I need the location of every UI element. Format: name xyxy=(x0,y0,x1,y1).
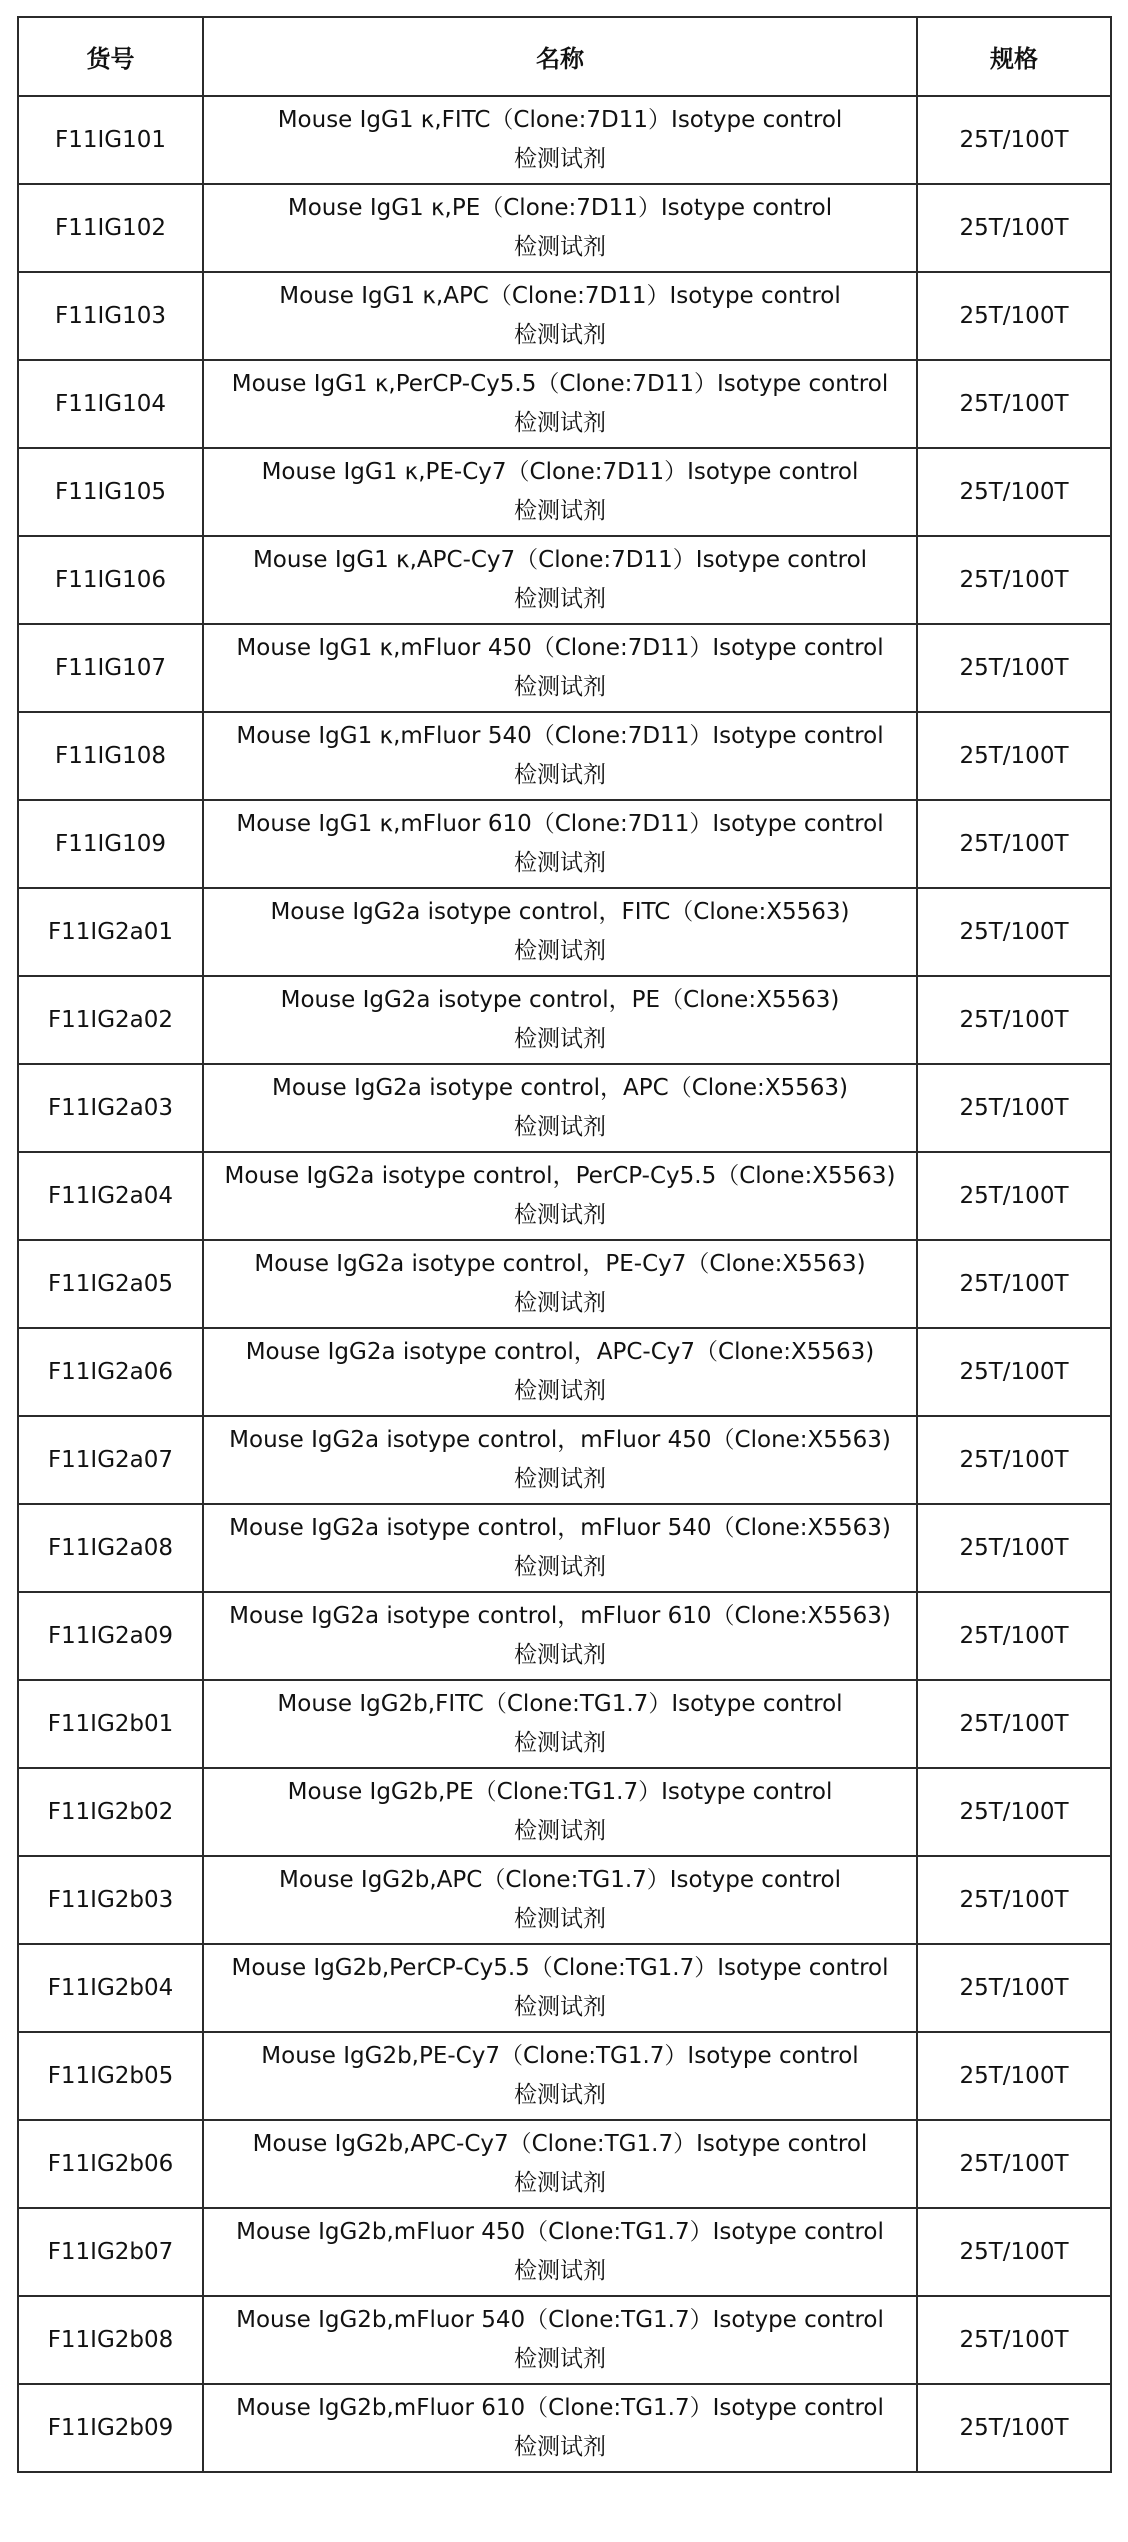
product-name-cell xyxy=(203,272,917,360)
product-name-line2: 检测试剂 xyxy=(514,2170,606,2196)
product-name-line1: Mouse IgG2b,mFluor 450（Clone:TG1.7）Isotype control xyxy=(236,2219,884,2245)
product-spec-cell: 25T/100T xyxy=(917,1504,1111,1592)
product-name-line2: 检测试剂 xyxy=(514,1818,606,1844)
product-spec-cell: 25T/100T xyxy=(917,536,1111,624)
product-spec-cell: 25T/100T xyxy=(917,360,1111,448)
product-name-line1: Mouse IgG1 κ,PerCP-Cy5.5（Clone:7D11）Isotype control xyxy=(231,371,889,397)
table-row xyxy=(18,536,1111,624)
product-name-cell xyxy=(203,1328,917,1416)
table-row xyxy=(18,448,1111,536)
product-code-cell: F11IG2b02 xyxy=(18,1768,203,1856)
product-name-line2: 检测试剂 xyxy=(514,1290,606,1316)
product-name-cell xyxy=(203,976,917,1064)
table-row xyxy=(18,96,1111,184)
table-row xyxy=(18,2384,1111,2472)
product-name-line1: Mouse IgG1 κ,mFluor 610（Clone:7D11）Isotype control xyxy=(236,811,884,837)
product-name-cell xyxy=(203,1416,917,1504)
product-code-cell: F11IG2a08 xyxy=(18,1504,203,1592)
table-row xyxy=(18,888,1111,976)
table-row xyxy=(18,1592,1111,1680)
product-name-line1: Mouse IgG2b,PerCP-Cy5.5（Clone:TG1.7）Isotype control xyxy=(231,1955,889,1981)
product-name-line2: 检测试剂 xyxy=(514,674,606,700)
product-name-cell xyxy=(203,1504,917,1592)
product-spec-cell: 25T/100T xyxy=(917,976,1111,1064)
product-code-cell: F11IG2b04 xyxy=(18,1944,203,2032)
table-header xyxy=(18,17,1111,96)
product-spec-cell: 25T/100T xyxy=(917,2032,1111,2120)
header-row xyxy=(18,17,1111,96)
product-name-cell xyxy=(203,1064,917,1152)
product-code-cell: F11IG2a05 xyxy=(18,1240,203,1328)
product-spec-cell: 25T/100T xyxy=(917,712,1111,800)
table-row xyxy=(18,360,1111,448)
product-name-line1: Mouse IgG2a isotype control，PerCP-Cy5.5（Clone:X5563) xyxy=(224,1163,896,1189)
table-row xyxy=(18,184,1111,272)
product-name-line1: Mouse IgG1 κ,PE（Clone:7D11）Isotype control xyxy=(287,195,833,221)
table-row xyxy=(18,976,1111,1064)
product-name-line1: Mouse IgG2b,PE（Clone:TG1.7）Isotype control xyxy=(287,1779,833,1805)
product-name-line2: 检测试剂 xyxy=(514,1554,606,1580)
product-name-cell xyxy=(203,712,917,800)
product-name-line1: Mouse IgG1 κ,mFluor 540（Clone:7D11）Isotype control xyxy=(236,723,884,749)
product-name-line2: 检测试剂 xyxy=(514,1730,606,1756)
product-code-cell: F11IG104 xyxy=(18,360,203,448)
product-name-cell xyxy=(203,184,917,272)
product-code-cell: F11IG2b09 xyxy=(18,2384,203,2472)
product-name-line2: 检测试剂 xyxy=(514,1906,606,1932)
product-spec-cell: 25T/100T xyxy=(917,1592,1111,1680)
product-name-line2: 检测试剂 xyxy=(514,1202,606,1228)
product-spec-cell: 25T/100T xyxy=(917,1240,1111,1328)
product-name-cell xyxy=(203,888,917,976)
product-spec-cell: 25T/100T xyxy=(917,272,1111,360)
product-spec-cell: 25T/100T xyxy=(917,1152,1111,1240)
product-name-line2: 检测试剂 xyxy=(514,234,606,260)
product-name-line1: Mouse IgG1 κ,FITC（Clone:7D11）Isotype control xyxy=(277,107,843,133)
product-code-cell: F11IG2a06 xyxy=(18,1328,203,1416)
product-spec-cell: 25T/100T xyxy=(917,888,1111,976)
product-spec-cell: 25T/100T xyxy=(917,1856,1111,1944)
product-spec-cell: 25T/100T xyxy=(917,448,1111,536)
product-name-line2: 检测试剂 xyxy=(514,586,606,612)
product-spec-cell: 25T/100T xyxy=(917,2384,1111,2472)
table-row xyxy=(18,1328,1111,1416)
product-spec-cell: 25T/100T xyxy=(917,184,1111,272)
table-row xyxy=(18,712,1111,800)
product-name-line1: Mouse IgG2b,APC-Cy7（Clone:TG1.7）Isotype control xyxy=(252,2131,868,2157)
product-name-cell xyxy=(203,624,917,712)
table-row xyxy=(18,1064,1111,1152)
product-name-line2: 检测试剂 xyxy=(514,2346,606,2372)
product-name-cell xyxy=(203,1768,917,1856)
product-name-cell xyxy=(203,1944,917,2032)
product-name-cell xyxy=(203,2032,917,2120)
product-name-line1: Mouse IgG1 κ,PE-Cy7（Clone:7D11）Isotype control xyxy=(261,459,859,485)
product-name-line1: Mouse IgG2b,PE-Cy7（Clone:TG1.7）Isotype control xyxy=(261,2043,859,2069)
product-name-line1: Mouse IgG2a isotype control，APC-Cy7（Clone:X5563) xyxy=(245,1339,875,1365)
product-name-cell xyxy=(203,800,917,888)
product-spec-cell: 25T/100T xyxy=(917,1768,1111,1856)
table-row xyxy=(18,2120,1111,2208)
product-code-cell: F11IG106 xyxy=(18,536,203,624)
header-code: 货号 xyxy=(18,17,203,96)
product-code-cell: F11IG101 xyxy=(18,96,203,184)
product-code-cell: F11IG103 xyxy=(18,272,203,360)
product-name-cell xyxy=(203,2208,917,2296)
product-spec-cell: 25T/100T xyxy=(917,2120,1111,2208)
product-name-line1: Mouse IgG2a isotype control，APC（Clone:X5563) xyxy=(272,1075,848,1101)
table-row xyxy=(18,2208,1111,2296)
table-row xyxy=(18,1152,1111,1240)
product-code-cell: F11IG2b08 xyxy=(18,2296,203,2384)
product-code-cell: F11IG2a09 xyxy=(18,1592,203,1680)
product-name-line1: Mouse IgG2b,mFluor 610（Clone:TG1.7）Isotype control xyxy=(236,2395,884,2421)
product-name-line2: 检测试剂 xyxy=(514,146,606,172)
product-spec-cell: 25T/100T xyxy=(917,96,1111,184)
product-code-cell: F11IG2a04 xyxy=(18,1152,203,1240)
table-row xyxy=(18,1680,1111,1768)
product-name-line2: 检测试剂 xyxy=(514,1466,606,1492)
product-name-cell xyxy=(203,536,917,624)
product-code-cell: F11IG105 xyxy=(18,448,203,536)
product-name-cell xyxy=(203,1592,917,1680)
product-name-line2: 检测试剂 xyxy=(514,850,606,876)
product-name-cell xyxy=(203,1240,917,1328)
product-spec-cell: 25T/100T xyxy=(917,2296,1111,2384)
product-code-cell: F11IG2b07 xyxy=(18,2208,203,2296)
product-name-cell xyxy=(203,96,917,184)
product-code-cell: F11IG2a07 xyxy=(18,1416,203,1504)
table-row xyxy=(18,2296,1111,2384)
table-row xyxy=(18,1416,1111,1504)
product-spec-cell: 25T/100T xyxy=(917,1328,1111,1416)
product-code-cell: F11IG2a02 xyxy=(18,976,203,1064)
product-name-line2: 检测试剂 xyxy=(514,2082,606,2108)
product-name-cell xyxy=(203,1152,917,1240)
product-name-line2: 检测试剂 xyxy=(514,1994,606,2020)
product-name-line2: 检测试剂 xyxy=(514,410,606,436)
header-name: 名称 xyxy=(203,17,917,96)
product-spec-cell: 25T/100T xyxy=(917,624,1111,712)
product-name-line2: 检测试剂 xyxy=(514,322,606,348)
table-row xyxy=(18,2032,1111,2120)
product-name-line1: Mouse IgG2a isotype control，mFluor 610（Clone:X5563) xyxy=(229,1603,891,1629)
product-spec-cell: 25T/100T xyxy=(917,1680,1111,1768)
product-spec-cell: 25T/100T xyxy=(917,1944,1111,2032)
product-name-line1: Mouse IgG2a isotype control，PE（Clone:X5563) xyxy=(280,987,840,1013)
product-name-line1: Mouse IgG2b,mFluor 540（Clone:TG1.7）Isotype control xyxy=(236,2307,884,2333)
product-spec-cell: 25T/100T xyxy=(917,800,1111,888)
product-name-line1: Mouse IgG1 κ,APC（Clone:7D11）Isotype control xyxy=(279,283,841,309)
table-body xyxy=(18,96,1111,2472)
product-name-cell xyxy=(203,2120,917,2208)
product-code-cell: F11IG109 xyxy=(18,800,203,888)
table-row xyxy=(18,800,1111,888)
product-name-line1: Mouse IgG2a isotype control，mFluor 540（Clone:X5563) xyxy=(229,1515,891,1541)
product-code-cell: F11IG2a01 xyxy=(18,888,203,976)
product-name-cell xyxy=(203,360,917,448)
product-name-line2: 检测试剂 xyxy=(514,1114,606,1140)
table-row xyxy=(18,624,1111,712)
product-name-line2: 检测试剂 xyxy=(514,762,606,788)
product-name-line2: 检测试剂 xyxy=(514,938,606,964)
product-name-cell xyxy=(203,1680,917,1768)
product-name-line1: Mouse IgG1 κ,mFluor 450（Clone:7D11）Isotype control xyxy=(236,635,884,661)
product-name-cell xyxy=(203,1856,917,1944)
product-code-cell: F11IG2b05 xyxy=(18,2032,203,2120)
product-code-cell: F11IG2b03 xyxy=(18,1856,203,1944)
table-row xyxy=(18,1240,1111,1328)
product-name-line1: Mouse IgG1 κ,APC-Cy7（Clone:7D11）Isotype control xyxy=(252,547,868,573)
product-code-cell: F11IG107 xyxy=(18,624,203,712)
table-row xyxy=(18,1504,1111,1592)
product-name-line1: Mouse IgG2b,FITC（Clone:TG1.7）Isotype control xyxy=(277,1691,843,1717)
product-name-line2: 检测试剂 xyxy=(514,498,606,524)
table-row xyxy=(18,272,1111,360)
product-table xyxy=(17,16,1112,2473)
product-code-cell: F11IG108 xyxy=(18,712,203,800)
product-code-cell: F11IG2b06 xyxy=(18,2120,203,2208)
product-name-line2: 检测试剂 xyxy=(514,1378,606,1404)
product-name-line2: 检测试剂 xyxy=(514,1642,606,1668)
product-code-cell: F11IG2a03 xyxy=(18,1064,203,1152)
product-name-line1: Mouse IgG2a isotype control，mFluor 450（Clone:X5563) xyxy=(229,1427,891,1453)
product-name-line1: Mouse IgG2b,APC（Clone:TG1.7）Isotype control xyxy=(278,1867,842,1893)
product-name-cell xyxy=(203,448,917,536)
product-code-cell: F11IG2b01 xyxy=(18,1680,203,1768)
product-code-cell: F11IG102 xyxy=(18,184,203,272)
table-row xyxy=(18,1768,1111,1856)
product-name-line1: Mouse IgG2a isotype control，FITC（Clone:X5563) xyxy=(270,899,850,925)
product-name-line2: 检测试剂 xyxy=(514,1026,606,1052)
product-name-cell xyxy=(203,2296,917,2384)
product-spec-cell: 25T/100T xyxy=(917,1064,1111,1152)
header-spec: 规格 xyxy=(917,17,1111,96)
product-spec-cell: 25T/100T xyxy=(917,2208,1111,2296)
product-name-line2: 检测试剂 xyxy=(514,2434,606,2460)
product-name-line1: Mouse IgG2a isotype control，PE-Cy7（Clone:X5563) xyxy=(254,1251,866,1277)
product-name-line2: 检测试剂 xyxy=(514,2258,606,2284)
product-spec-cell: 25T/100T xyxy=(917,1416,1111,1504)
product-name-cell xyxy=(203,2384,917,2472)
table-row xyxy=(18,1856,1111,1944)
table-row xyxy=(18,1944,1111,2032)
